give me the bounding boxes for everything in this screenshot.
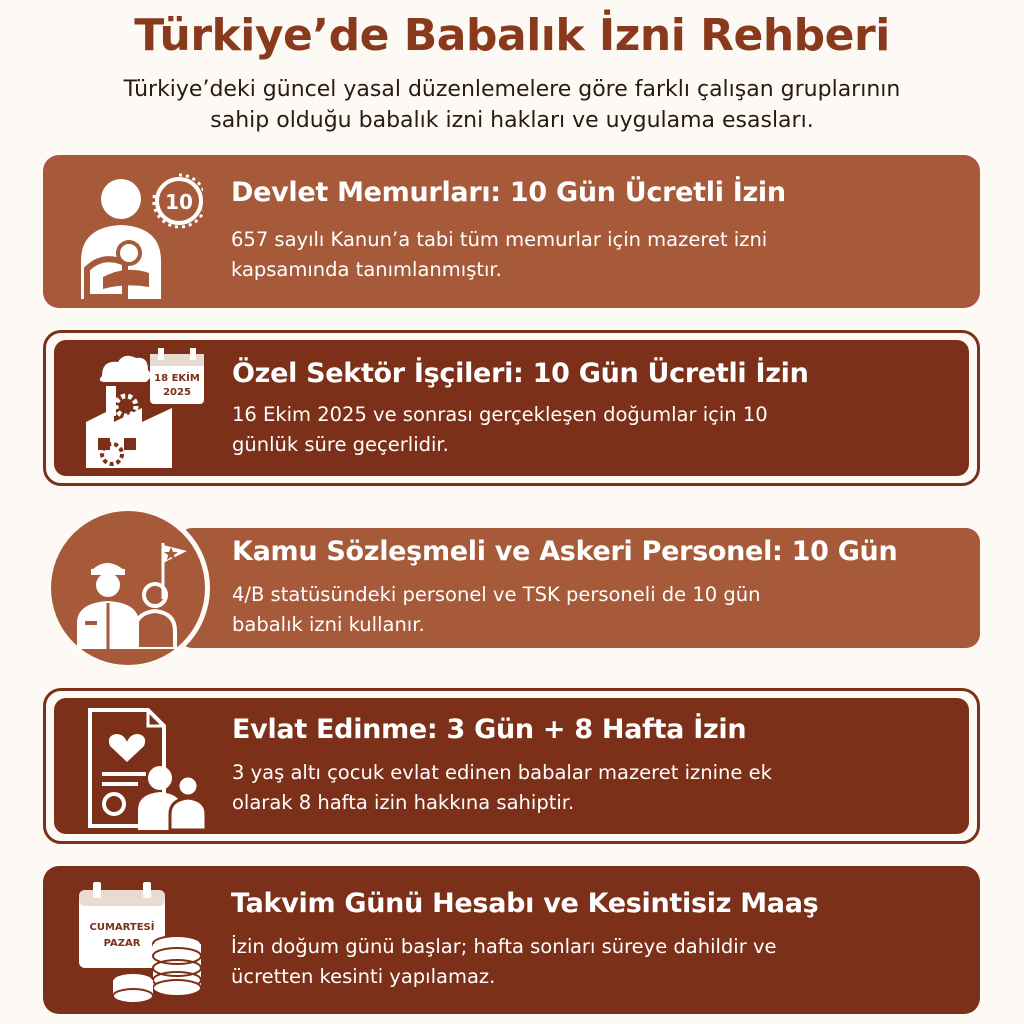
icon-date: 18 EKİM bbox=[154, 373, 200, 384]
card-body-line: olarak 8 hafta izin hakkına sahiptir. bbox=[232, 791, 575, 814]
factory-calendar-icon bbox=[76, 346, 208, 472]
card-body bbox=[232, 400, 768, 460]
card-heading: Kamu Sözleşmeli ve Askeri Personel: 10 Gün bbox=[232, 536, 898, 567]
card-adoption bbox=[54, 698, 969, 834]
card-body bbox=[231, 225, 767, 285]
calendar-coins-icon bbox=[75, 880, 205, 1004]
card-body bbox=[231, 932, 776, 992]
card-body-line: kapsamında tanımlanmıştır. bbox=[231, 258, 502, 281]
card-body-line: günlük süre geçerlidir. bbox=[232, 433, 449, 456]
card-body-line: İzin doğum günü başlar; hafta sonları süreye dahildir ve bbox=[231, 935, 777, 958]
card-body-line: 16 Ekim 2025 ve sonrası gerçekleşen doğumlar için 10 bbox=[232, 403, 768, 426]
card-body-line: ücretten kesinti yapılamaz. bbox=[231, 965, 496, 988]
page-subtitle bbox=[40, 74, 984, 136]
card-body-line: 3 yaş altı çocuk evlat edinen babalar mazeret iznine ek bbox=[232, 761, 772, 784]
card-contract-military bbox=[178, 528, 980, 648]
card-heading: Evlat Edinme: 3 Gün + 8 Hafta İzin bbox=[232, 714, 747, 745]
icon-circle bbox=[46, 506, 210, 670]
card-civil-servants bbox=[43, 155, 980, 308]
subtitle-line: Türkiye’deki güncel yasal düzenlemelere göre farklı çalışan gruplarının bbox=[123, 77, 901, 102]
icon-badge: 10 bbox=[165, 190, 193, 214]
icon-calendar-text: CUMARTESİ bbox=[89, 922, 155, 933]
card-private-sector bbox=[54, 340, 969, 476]
soldier-civilian-flag-icon bbox=[71, 533, 187, 649]
card-calendar-salary bbox=[43, 866, 980, 1014]
icon-date: 2025 bbox=[163, 387, 191, 398]
card-heading: Takvim Günü Hesabı ve Kesintisiz Maaş bbox=[231, 888, 819, 919]
subtitle-line: sahip olduğu babalık izni hakları ve uygulama esasları. bbox=[210, 108, 814, 133]
adoption-certificate-icon bbox=[76, 706, 208, 830]
card-body-line: 657 sayılı Kanun’a tabi tüm memurlar için mazeret izni bbox=[231, 228, 768, 251]
page-title: Türkiye’de Babalık İzni Rehberi bbox=[134, 10, 890, 61]
card-body bbox=[232, 580, 761, 640]
card-heading: Özel Sektör İşçileri: 10 Gün Ücretli İzin bbox=[232, 358, 809, 389]
card-body-line: babalık izni kullanır. bbox=[232, 613, 425, 636]
card-body bbox=[232, 758, 772, 818]
father-baby-icon bbox=[73, 169, 203, 299]
card-heading: Devlet Memurları: 10 Gün Ücretli İzin bbox=[231, 177, 786, 208]
icon-calendar-text: PAZAR bbox=[103, 938, 141, 949]
card-body-line: 4/B statüsündeki personel ve TSK personeli de 10 gün bbox=[232, 583, 761, 606]
